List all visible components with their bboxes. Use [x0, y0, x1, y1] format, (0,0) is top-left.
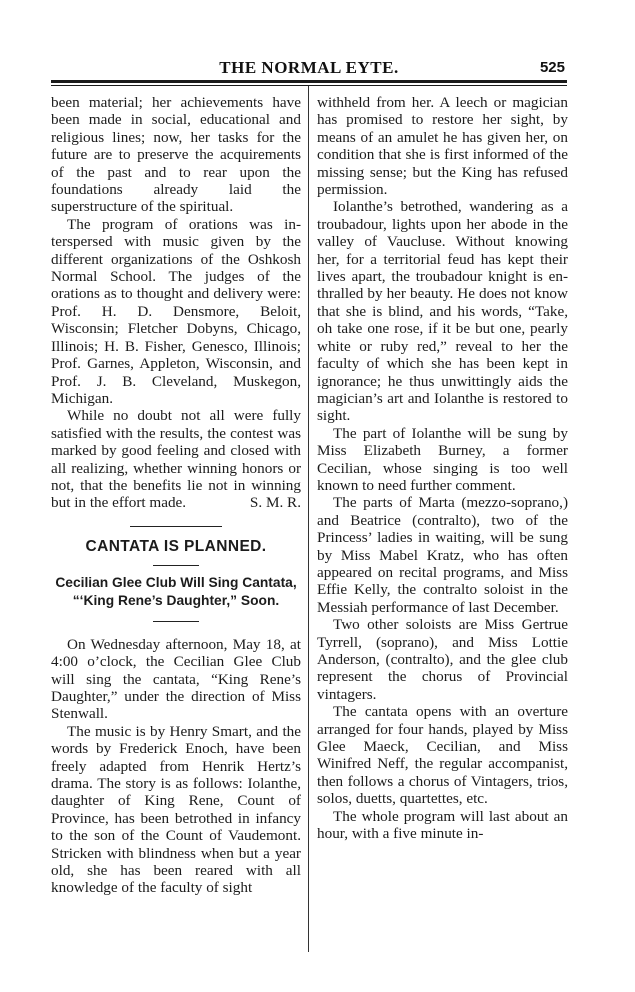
article-headline: CANTATA IS PLANNED. — [85, 537, 267, 555]
continued-paragraph: been material; her achievements have been made in social, educational and religious lines; now, her tasks for the future are to preserve the acquirements of the past and to rear upon the foundations already laid the superstructure of the spiritual. — [51, 94, 301, 216]
paragraph-story: The music is by Henry Smart, and the words by Frederick Enoch, have been freely adapted from Henrik Hertz’s drama. The story is as follows: Iolanthe, daughter of King Rene, Count of Province, has been betrothed in infancy to the son of the Count of Vaudemont. Stricken with blindness when but a year old, she has been reared with all knowledge of the faculty of sight — [51, 722, 301, 897]
right-column — [317, 94, 568, 842]
paragraph-other-soloists: Two other soloists are Miss Gertrue Tyrrell, (soprano), and Miss Lottie Anderson, (contralto), and the glee club represent the chorus of Provincial vintagers. — [317, 616, 568, 703]
article-subheadline: Cecilian Glee Club Will Sing Cantata, “‘King Rene’s Daughter,” Soon. — [55, 574, 297, 609]
left-column — [51, 94, 301, 897]
paragraph-iolanthe-part: The part of Iolanthe will be sung by Miss Elizabeth Burney, a former Cecilian, whose singing is too well known to need further comment. — [317, 424, 568, 494]
header-double-rule — [51, 80, 567, 86]
continued-paragraph: withheld from her. A leech or magician has promised to restore her sight, by means of an amulet he has given her, on condition that she is first informed of the missing sense; but the King has refused permission. — [317, 94, 568, 199]
paragraph-overture: The cantata opens with an overture arranged for four hands, played by Miss Glee Maeck, Cecilian, and Miss Winifred Neff, the regular accompanist, then follows a chorus of Vintagers, trios, solos, duetts, quartettes, etc. — [317, 703, 568, 808]
section-separator-rule — [130, 526, 222, 527]
paragraph-program-length: The whole program will last about an hour, with a five minute in- — [317, 807, 568, 843]
running-title: THE NORMAL EYTE. — [219, 58, 399, 77]
paragraph-announcement: On Wednesday afternoon, May 18, at 4:00 o’clock, the Cecilian Glee Club will sing the cantata, “King Rene’s Daughter,” under the direction of Miss Stenwall. — [51, 635, 301, 723]
paragraph-contest — [51, 407, 301, 511]
paragraph-troubadour: Iolanthe’s betrothed, wandering as a troubadour, lights upon her abode in the valley of Vaucluse. Without knowing her, for a territorial feud has kept their lives apart, the troubadour knight is enthralled by her beauty. He does not know that she is blind, and his words, “Take, oh take one rose, if it be but one, pearly white or ruby red,” reveal to her the faculty of which she has been kept in ignorance; he thus unwittingly aids the magician’s art and Iolanthe is restored to sight. — [317, 198, 568, 425]
paragraph-contest-text: While no doubt not all were fully satisfied with the results, the contest was marked by good feeling and closed with all realizing, whether winning honors or not, that the benefits lie not in winning but in the effort made. — [51, 407, 301, 512]
page-number: 525 — [539, 59, 565, 76]
paragraph-marta-beatrice: The parts of Marta (mezzo-soprano,) and Beatrice (contralto), two of the Princess’ ladies in waiting, will be sung by Miss Mabel Kratz, who has often appeared on recital programs, and Miss Effie Kelly, the contralto soloist in the Messiah performance of last December. — [317, 494, 568, 616]
page-header — [51, 58, 567, 80]
headline-rule — [153, 565, 199, 566]
paragraph-orations: The program of orations was interspersed with music given by the different organizations of the Oshkosh Normal School. The judges of the orations as to thought and delivery were: Prof. H. D. Densmore, Beloit, Wisconsin; Fletcher Dobyns, Chicago, Illinois; H. B. Fisher, Genesco, Illinois; Prof. Garnes, Appleton, Wisconsin, and Prof. J. B. Cleveland, Muskegon, Michigan. — [51, 215, 301, 407]
column-divider — [308, 86, 309, 952]
author-signature: S. M. R. — [249, 494, 301, 512]
subheadline-rule — [153, 621, 199, 622]
